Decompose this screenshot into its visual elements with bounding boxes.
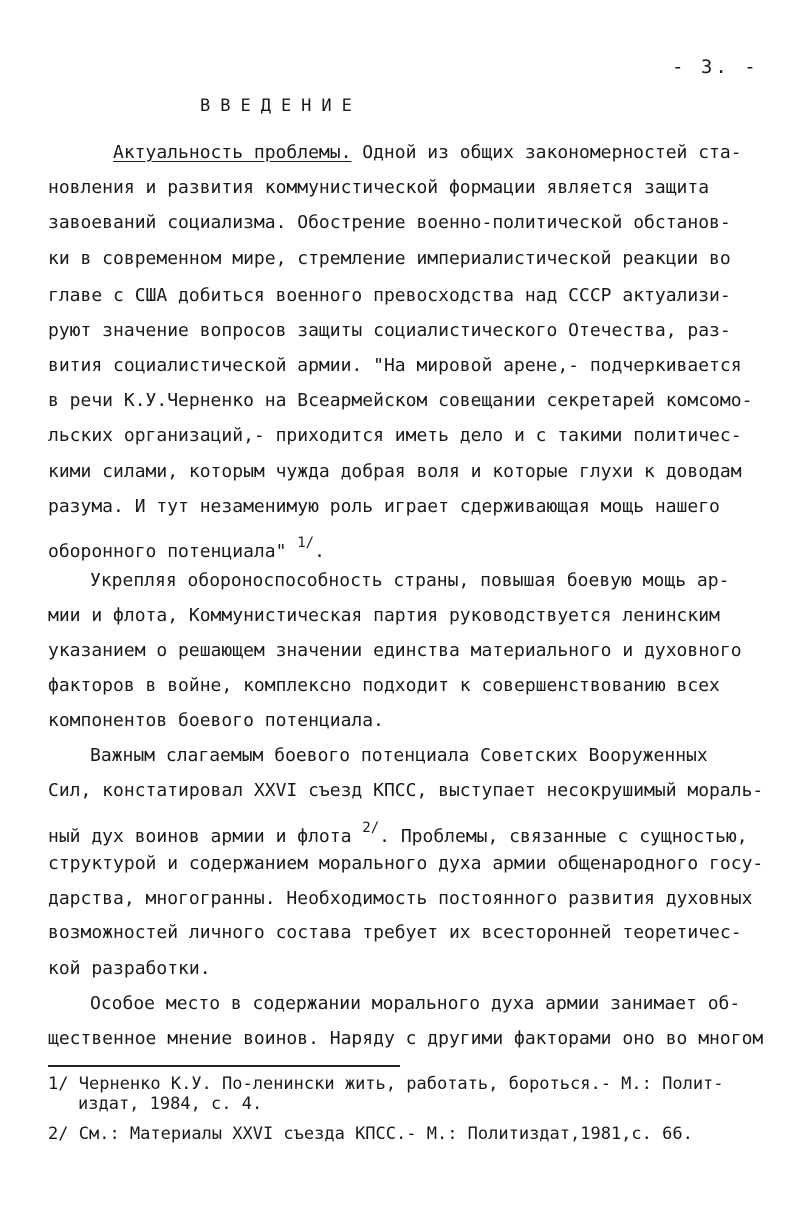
paragraph-line: новления и развития коммунистической формации является защита: [48, 177, 710, 198]
footnote-ref: 2/: [362, 820, 380, 836]
paragraph-line: возможностей личного состава требует их всесторонней теоретичес-: [48, 922, 742, 943]
paragraph-line: разума. И тут незаменимую роль играет сдерживающая мощь нашего: [48, 496, 720, 517]
paragraph-line: щественное мнение воинов. Наряду с другими факторами оно во многом: [48, 1028, 764, 1049]
footnote-divider: [48, 1065, 400, 1067]
paragraph-line: ки в современном мире, стремление империалистической реакции во: [48, 248, 731, 269]
paragraph-line: компонентов боевого потенциала.: [48, 710, 384, 731]
footnote: [48, 1074, 724, 1094]
footnote-text: См.: Материалы ХХVI съезда КПСС.- М.: Политиздат,1981,с. 66.: [78, 1124, 693, 1144]
paragraph-line: главе с США добиться военного превосходства над СССР актуализи-: [48, 285, 731, 306]
paragraph-line: кими силами, которым чужда добрая воля и которые глухи к доводам: [48, 461, 742, 482]
page-number: - 3. -: [672, 56, 759, 78]
footnote-ref: 1/: [297, 535, 315, 551]
footnote-continuation: издат, 1984, с. 4.: [78, 1094, 263, 1114]
paragraph-line: руют значение вопросов защиты социалистического Отечества, раз-: [48, 320, 731, 341]
quote-end-text: оборонного потенциала": [48, 541, 298, 562]
paragraph-line: Укрепляя обороноспособность страны, повышая боевую мощь ар-: [90, 570, 730, 591]
footnote-mark: 1/: [48, 1074, 69, 1094]
paragraph-line: [113, 142, 768, 164]
section-heading: ВВЕДЕНИЕ: [200, 96, 362, 116]
paragraph-line: Особое место в содержании морального духа армии занимает об-: [90, 993, 741, 1014]
paragraph-line: указанием о решающем значении единства материального и духовного: [48, 640, 742, 661]
quote-end-tail: .: [314, 541, 325, 562]
paragraph-line: факторов в войне, комплексно подходит к совершенствованию всех: [48, 675, 720, 696]
paragraph-line: в речи К.У.Черненко на Всеармейском совещании секретарей комсомо-: [48, 390, 753, 411]
line-text: ный дух воинов армии и флота: [48, 826, 363, 847]
paragraph-line: льских организаций,- приходится иметь дело и с такими политичес-: [48, 425, 742, 446]
line-text: . Проблемы, связанные с сущностью,: [379, 826, 748, 847]
paragraph-line: мии и флота, Коммунистическая партия руководствуется ленинским: [48, 605, 720, 626]
paragraph-line: структурой и содержанием морального духа армии общенародного госу-: [48, 853, 764, 874]
paragraph-line: [48, 817, 768, 848]
paragraph-line: [48, 532, 325, 563]
lead-text: Одной из общих закономерностей ста-: [351, 142, 742, 163]
footnote-mark: 2/: [48, 1124, 69, 1144]
paragraph-line: Сил, констатировал ХХVI съезд КПСС, выступает несокрушимый мораль-: [48, 780, 764, 801]
underlined-lead: Актуальность проблемы.: [113, 142, 352, 163]
footnote: [48, 1124, 693, 1144]
paragraph-line: дарства, многогранны. Необходимость постоянного развития духовных: [48, 888, 753, 909]
footnote-text: Черненко К.У. По-ленински жить, работать, бороться.- М.: Полит-: [78, 1074, 724, 1094]
paragraph-line: Важным слагаемым боевого потенциала Советских Вооруженных: [90, 745, 708, 766]
paragraph-line: вития социалистической армии. "На мировой арене,- подчеркивается: [48, 355, 742, 376]
paragraph-line: завоеваний социализма. Обострение военно-политической обстанов-: [48, 212, 731, 233]
paragraph-line: кой разработки.: [48, 958, 211, 979]
